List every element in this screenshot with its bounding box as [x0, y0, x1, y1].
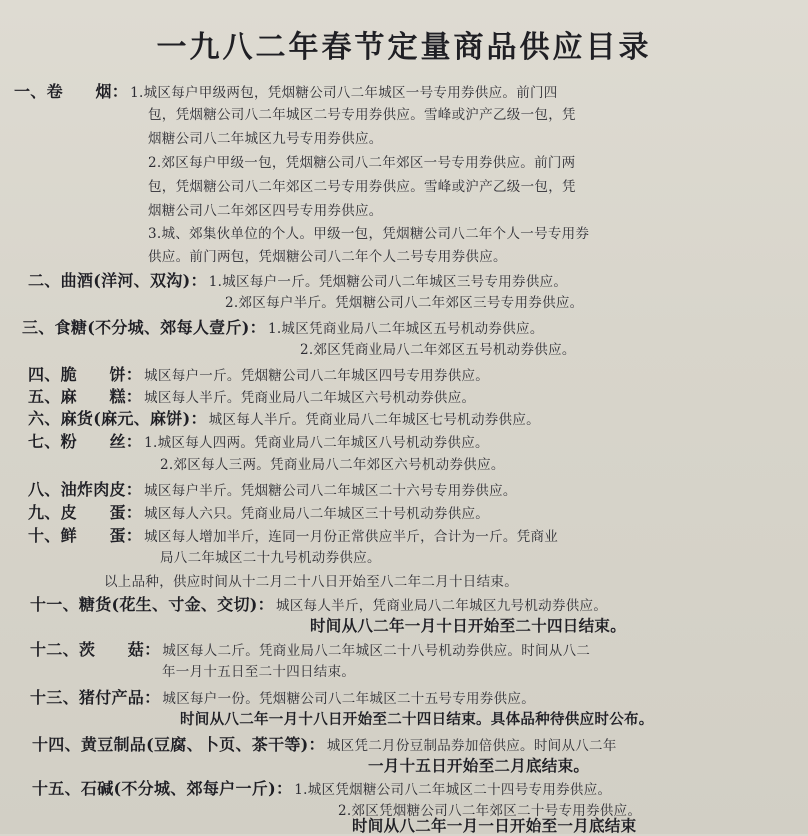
section-label: 十一、糖货(花生、寸金、交切)：: [30, 595, 274, 614]
list-item: [28, 384, 475, 407]
list-item: [28, 523, 558, 546]
item-text: 城区每人半斤。凭商业局八二年城区六号机动券供应。: [144, 390, 476, 406]
list-item: [28, 268, 567, 291]
item-text: 城区每户一份。凭烟糖公司八二年城区二十五号专用券供应。: [162, 691, 536, 707]
list-item: [148, 151, 575, 171]
section-label: 六、麻货(麻元、麻饼)：: [28, 409, 207, 428]
list-item: [32, 776, 611, 799]
item-text: 2.郊区每户甲级一包，凭烟糖公司八二年郊区一号专用券供应。前门两: [148, 155, 576, 171]
item-text: 城区每人增加半斤，连同一月份正常供应半斤，合计为一斤。凭商业: [144, 529, 559, 545]
item-text: 2.郊区每人三两。凭商业局八二年郊区六号机动券供应。: [160, 457, 505, 473]
item-text: 时间从八二年一月一日开始至一月底结束: [352, 816, 637, 835]
item-text: 烟糖公司八二年城区九号专用券供应。: [148, 131, 383, 147]
list-item: [28, 500, 489, 523]
summary-line: [104, 570, 518, 590]
list-item: [352, 814, 636, 836]
item-text: 1.城区凭商业局八二年城区五号机动券供应。: [267, 321, 544, 337]
list-item: [160, 453, 505, 473]
item-text: 1.城区每户一斤。凭烟糖公司八二年城区三号专用券供应。: [208, 274, 568, 290]
item-text: 城区每人半斤，凭商业局八二年城区九号机动券供应。: [275, 598, 608, 614]
item-text: 1.城区每人四两。凭商业局八二年城区八号机动券供应。: [144, 435, 489, 451]
section-label: 八、油炸肉皮：: [28, 480, 143, 499]
list-item: [28, 429, 489, 452]
item-text: 3.城、郊集伙单位的个人。甲级一包，凭烟糖公司八二年个人一号专用券: [148, 226, 590, 242]
list-item: [310, 614, 626, 636]
section-label: 五、麻 糕：: [28, 387, 143, 406]
list-item: [148, 127, 383, 147]
item-text: 城区每人六只。凭商业局八二年城区三十号机动券供应。: [144, 506, 490, 522]
section-label: 三、食糖(不分城、郊每人壹斤)：: [22, 318, 266, 337]
item-text: 包，凭烟糖公司八二年城区二号专用券供应。雪峰或沪产乙级一包，凭: [148, 107, 576, 123]
list-item: [148, 245, 507, 265]
list-item: [368, 754, 589, 776]
list-item: [30, 685, 535, 708]
list-item: [148, 222, 589, 242]
list-item: [148, 175, 576, 195]
item-text: 2.郊区凭烟糖公司八二年郊区二十号专用券供应。: [338, 803, 642, 819]
section-label: 十二、茨 菇：: [30, 640, 161, 659]
list-item: [30, 637, 590, 660]
list-item: [148, 199, 383, 219]
item-text: 包，凭烟糖公司八二年郊区二号专用券供应。雪峰或沪产乙级一包，凭: [148, 179, 576, 195]
section-label: 一、卷 烟：: [14, 82, 129, 101]
section-label: 二、曲酒(洋河、双沟)：: [28, 271, 207, 290]
item-text: 城区每人半斤。凭商业局八二年城区七号机动券供应。: [208, 412, 540, 428]
list-item: [30, 592, 607, 615]
section-label: 九、皮 蛋：: [28, 503, 143, 522]
item-text: 2.郊区每户半斤。凭烟糖公司八二年郊区三号专用券供应。: [225, 295, 584, 311]
item-text: 1.城区每户甲级两包，凭烟糖公司八二年城区一号专用券供应。前门四: [130, 85, 558, 101]
list-item: [180, 708, 654, 729]
item-text: 一月十五日开始至二月底结束。: [368, 756, 590, 775]
item-text: 城区每人二斤。凭商业局八二年城区二十八号机动券供应。时间从八二: [162, 643, 591, 659]
list-item: [14, 79, 558, 102]
list-item: [28, 477, 517, 500]
list-item: [28, 406, 540, 429]
item-text: 城区每户一斤。凭烟糖公司八二年城区四号专用券供应。: [144, 368, 490, 384]
item-text: 烟糖公司八二年郊区四号专用券供应。: [148, 203, 383, 219]
item-text: 供应。前门两包，凭烟糖公司八二年个人二号专用券供应。: [148, 249, 507, 265]
section-label: 十三、猪付产品：: [30, 688, 161, 707]
section-label: 七、粉 丝：: [28, 432, 143, 451]
list-item: [22, 315, 544, 338]
list-item: [160, 546, 381, 566]
item-text: 2.郊区凭商业局八二年郊区五号机动券供应。: [300, 342, 576, 358]
item-text: 时间从八二年一月十日开始至二十四日结束。: [310, 616, 627, 635]
list-item: [28, 362, 489, 385]
section-label: 十五、石碱(不分城、郊每户一斤)：: [32, 779, 293, 798]
item-text: 年一月十五日至二十四日结束。: [162, 664, 356, 680]
page-title: 一九八二年春节定量商品供应目录: [156, 30, 652, 65]
item-text: 1.城区凭烟糖公司八二年城区二十四号专用券供应。: [294, 782, 612, 798]
item-text: 以上品种，供应时间从十二月二十八日开始至八二年二月十日结束。: [104, 574, 518, 590]
item-text: 局八二年城区二十九号机动券供应。: [160, 550, 381, 566]
list-item: [32, 732, 617, 755]
list-item: [225, 291, 583, 311]
section-label: 十四、黄豆制品(豆腐、卜页、茶干等)：: [32, 735, 325, 754]
list-item: [300, 338, 576, 358]
item-text: 时间从八二年一月十八日开始至二十四日结束。具体品种待供应时公布。: [180, 711, 654, 728]
section-label: 十、鲜 蛋：: [28, 526, 143, 545]
item-text: 城区凭二月份豆制品券加倍供应。时间从八二年: [326, 738, 617, 754]
list-item: [148, 103, 576, 123]
list-item: [162, 660, 355, 680]
section-label: 四、脆 饼：: [28, 365, 143, 384]
item-text: 城区每户半斤。凭烟糖公司八二年城区二十六号专用券供应。: [144, 483, 517, 499]
